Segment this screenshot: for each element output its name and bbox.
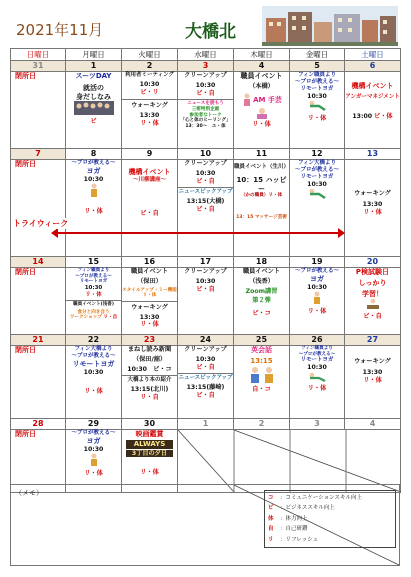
event-title: クリーンアップ — [184, 346, 227, 353]
event-line: 身だしなみ — [76, 92, 111, 101]
event-title: ニュースピックアップ — [178, 375, 233, 382]
weekday-sat: 土曜日 — [345, 49, 401, 61]
date-number: 21 — [11, 335, 65, 345]
event-cell — [290, 72, 344, 138]
event-time: 13:15 — [250, 356, 273, 365]
category-tag: リ・体 — [252, 121, 271, 129]
event-cell — [122, 168, 177, 234]
calendar-month-title: 2021年11月 — [16, 21, 104, 39]
event-title: 映画鑑賞 — [135, 430, 164, 438]
person-illustration — [241, 93, 253, 107]
event-cell — [345, 358, 400, 418]
event-time: 10:30 — [195, 81, 216, 89]
event-title: クリーンアップ — [184, 72, 227, 79]
event-line: リモートヨガ — [72, 359, 115, 368]
week-2-dates — [11, 149, 401, 160]
date-number: 10 — [199, 149, 212, 158]
weekday-sun: 日曜日 — [11, 49, 66, 61]
sewing-illustration — [253, 107, 271, 119]
event-line: （本橋） — [249, 82, 274, 90]
event-cell — [290, 268, 344, 334]
event-time: 10:30 — [83, 445, 104, 453]
week-1-events — [11, 72, 401, 149]
event-line: 食分と向き合う — [77, 309, 110, 315]
week-4-dates — [11, 335, 401, 346]
event-cell — [122, 346, 177, 406]
yoga-person-icon — [307, 372, 327, 382]
weekday-wed: 水曜日 — [178, 49, 234, 61]
date-number: 1 — [202, 419, 209, 428]
event-line: ～プロが教える～ — [294, 78, 339, 85]
event-line: 10：15 ハッピー — [236, 175, 287, 193]
event-line: ～プロが教える～ — [294, 268, 339, 274]
event-line: 参加者なトーク — [189, 112, 222, 118]
event-line: 学習！ — [362, 289, 383, 298]
event-title: フィン職員より — [297, 72, 337, 78]
yoga-person-icon — [86, 183, 102, 199]
event-time: 10:30 — [307, 283, 327, 291]
date-number: 4 — [234, 61, 289, 71]
legend-item: 自 ：自己研鑽 — [268, 526, 308, 533]
weekday-mon: 月曜日 — [66, 49, 122, 61]
category-tag: リ・体 — [307, 115, 327, 123]
event-line: ～プロが教える～ — [71, 352, 116, 359]
event-cell — [122, 430, 177, 492]
event-line: スタイルアップ・ミー機能 リ・体 — [122, 287, 182, 299]
date-number: 27 — [345, 335, 400, 345]
event-title: ウォーキング — [131, 303, 168, 311]
date-number: 14 — [11, 257, 65, 267]
studying-person-icon — [365, 298, 381, 310]
event-line: ALWAYS — [126, 440, 173, 449]
event-line: AM 手芸 — [253, 95, 282, 104]
event-line: （保田） — [137, 277, 162, 285]
date-number: 23 — [122, 335, 177, 345]
event-title: ウォーキング — [354, 190, 391, 197]
event-time: 13:30 — [139, 112, 160, 120]
event-title: P検試験日 — [355, 268, 390, 276]
category-tag: 自・コ — [252, 386, 271, 394]
date-number: 30 — [143, 419, 156, 428]
event-cell — [345, 82, 400, 148]
try-week-banner: トライウィーク — [13, 219, 69, 228]
category-tag: リ・体 — [85, 292, 102, 299]
category-tag: リ・体 — [363, 376, 382, 384]
event-time: 10:30 — [195, 355, 216, 363]
date-number: 4 — [369, 419, 376, 428]
date-number: 9 — [146, 149, 153, 158]
date-number: 1 — [66, 61, 121, 71]
date-number: 5 — [290, 61, 344, 71]
closed-day-label: 閉所日 — [15, 72, 36, 80]
date-number: 11 — [255, 149, 268, 158]
event-time: 10:30 ビ・コ — [127, 365, 172, 373]
category-tag: リ・体 — [140, 469, 159, 477]
weekday-header-row — [11, 49, 401, 61]
event-title: 職員イベント — [130, 268, 169, 275]
event-title: ウォーキング — [354, 358, 391, 365]
date-number: 26 — [290, 335, 344, 345]
date-number: 31 — [11, 61, 65, 71]
category-tag: リ・体 — [140, 321, 159, 329]
category-tag: ビ・自 — [196, 205, 215, 213]
weekday-fri: 金曜日 — [290, 49, 345, 61]
event-line: 3丁目の夕日 — [126, 450, 173, 458]
date-number: 2 — [122, 61, 177, 71]
event-title: ウォーキング — [131, 102, 168, 110]
category-tag: リ・自 — [103, 315, 118, 321]
week-3-dates — [11, 257, 401, 268]
arrow-right-head-icon — [338, 228, 345, 238]
category-tag: リ・体 — [84, 388, 103, 396]
event-cell — [234, 268, 289, 334]
office-name: 大橋北 — [185, 22, 236, 42]
date-number: 24 — [178, 335, 233, 345]
category-tag: ビ・自 — [196, 391, 215, 399]
yoga-person-icon — [86, 453, 102, 467]
legend-item: ビ ：ビジネススキル向上 — [268, 505, 335, 512]
event-time: 13:00 — [352, 112, 373, 120]
event-title: ヨガ — [86, 166, 101, 175]
date-number: 3 — [314, 419, 320, 428]
date-number: 3 — [178, 61, 233, 71]
category-tag: リ・体 — [84, 208, 103, 216]
category-tag: ビ・自 — [196, 177, 215, 185]
event-title: 職員イベント — [242, 268, 281, 275]
event-line: ～プロが教える～ — [71, 160, 116, 166]
event-line: 13：15 マッサージ芸術 — [236, 215, 287, 221]
date-number: 15 — [87, 257, 100, 266]
event-line: 三密特別企画 — [191, 106, 220, 112]
memo-section — [10, 484, 400, 566]
week-5-dates — [11, 419, 401, 430]
event-cell — [66, 346, 121, 406]
event-time: 13:30 — [362, 200, 383, 208]
town-skyline-illustration — [262, 6, 398, 46]
event-title: フィン大橋より — [74, 346, 113, 352]
event-title: 機構イベント — [351, 82, 394, 90]
event-line: 13：30～ ユ・体 — [185, 124, 226, 130]
event-cell — [345, 190, 400, 256]
yoga-person-icon — [309, 291, 325, 305]
event-title: フィン職員より — [77, 268, 110, 273]
date-number: 28 — [32, 419, 44, 428]
yoga-person-icon — [307, 100, 327, 112]
closed-day-label: 閉所日 — [15, 268, 36, 276]
date-number: 2 — [258, 419, 265, 428]
event-title: フィン職員より — [301, 346, 333, 351]
event-line: ～川柳講座～ — [132, 176, 166, 183]
event-title: ヨガ — [310, 274, 324, 283]
event-line: 就活の — [83, 83, 104, 92]
yoga-person-icon — [307, 188, 327, 200]
event-line: Zoom講習 — [245, 287, 278, 295]
event-cell — [290, 160, 344, 226]
weekday-tue: 火曜日 — [122, 49, 178, 61]
date-number: 17 — [199, 257, 212, 266]
event-time: 10:30 — [195, 277, 216, 285]
event-cell — [234, 346, 289, 406]
date-number: 8 — [90, 149, 97, 158]
event-cell — [178, 72, 233, 138]
category-tag: ビ・自 — [196, 89, 215, 97]
event-title: まねし読み新聞 — [127, 346, 172, 353]
event-time: 10:30 — [195, 169, 216, 177]
date-number: 12 — [311, 149, 323, 158]
event-time: 13:15(藤崎) — [186, 384, 225, 392]
event-title: クリーンアップ — [184, 268, 227, 275]
event-cell — [290, 346, 344, 406]
event-cell — [345, 268, 400, 334]
event-line: （保田/舘） — [132, 355, 167, 363]
date-number: 16 — [143, 257, 156, 266]
event-title: 職員イベント — [240, 72, 283, 80]
event-line: （浅香） — [249, 277, 274, 285]
week-1-dates — [11, 61, 401, 72]
group-photo-image — [74, 101, 114, 115]
event-line: ワークショップ — [69, 315, 102, 321]
category-tag: リ・体 — [307, 384, 327, 392]
date-number: 6 — [345, 61, 400, 71]
event-title: 大橋より本の紹介 — [127, 377, 172, 384]
event-title: ニュースピックアップ — [178, 189, 233, 196]
legend-item: リ ：リフレッシュ — [268, 536, 319, 543]
arrow-left-head-icon — [51, 228, 58, 238]
event-cell — [178, 346, 233, 406]
event-line: ～プロが教える～ — [71, 430, 116, 436]
event-line: リモートヨガ — [300, 85, 334, 92]
event-cell — [122, 268, 182, 334]
week-3-events — [11, 268, 401, 335]
event-cell — [178, 160, 233, 226]
empty-cells-area — [178, 430, 400, 492]
event-cell — [122, 72, 177, 138]
event-cell — [234, 164, 289, 230]
event-title: 利用者ミーティング — [125, 72, 174, 78]
date-number: 25 — [234, 335, 289, 345]
date-number: 19 — [311, 257, 323, 266]
event-line: 「心と体のヒーリング」 — [180, 118, 231, 124]
event-title: 機構イベント — [128, 168, 171, 176]
event-time: 10:30 — [83, 368, 104, 376]
event-cell — [66, 430, 121, 492]
event-time: 10:30 — [139, 80, 160, 88]
category-tag: リ・自 — [140, 393, 159, 401]
date-number: 29 — [87, 419, 100, 428]
event-title: 職員イベント(浅香) — [73, 301, 114, 307]
date-number: 18 — [255, 257, 268, 266]
closed-day-label: 閉所日 — [15, 430, 36, 438]
event-title: フィン大橋より — [297, 160, 337, 166]
event-line: リモートヨガ — [300, 173, 334, 180]
event-time: 13:15(大橋) — [186, 198, 225, 206]
week-4-events — [11, 346, 401, 419]
category-tag: ビ・リ — [140, 88, 159, 96]
monthly-calendar — [10, 48, 401, 493]
event-title: 英会話 — [251, 346, 272, 354]
closed-day-label: 閉所日 — [15, 160, 36, 168]
event-title: スーツDAY — [75, 72, 112, 80]
event-time: 10:30 — [307, 92, 327, 100]
category-tag: リ・体 — [84, 470, 103, 478]
event-cell — [234, 72, 289, 138]
week-2-events — [11, 160, 401, 257]
event-line: しっかり — [358, 278, 387, 287]
event-line: ニュースを読もう — [187, 101, 224, 107]
conversation-people-illustration — [247, 366, 277, 384]
category-tag: ビ・自 — [196, 363, 215, 371]
category-tag: ビ・自 — [196, 285, 215, 293]
event-line: ～プロが教える～ — [294, 166, 339, 173]
category-tag: ビ・コ — [252, 310, 271, 317]
legend-item: コ ：コミュニケーションスキル向上 — [268, 495, 362, 501]
event-line: ～プロが教える～ — [75, 273, 112, 279]
date-number: 7 — [11, 149, 65, 159]
date-number: 22 — [66, 335, 121, 345]
memo-label: （メモ） — [15, 489, 43, 497]
category-tag: リ・体 — [140, 119, 159, 127]
event-time: 10:30 — [307, 180, 327, 188]
event-time: 13:15(北川) — [130, 386, 169, 394]
event-line: 第２弾 — [252, 297, 271, 305]
category-legend — [264, 490, 396, 548]
diagonal-strike-lines — [178, 430, 401, 492]
event-title: クリーンアップ — [184, 160, 227, 167]
event-time: 10:30 — [83, 175, 104, 183]
try-week-arrow — [55, 232, 340, 234]
event-line: リモートヨガ — [300, 357, 334, 364]
event-cell — [66, 160, 121, 226]
legend-item: 体 ：体力向上 — [268, 515, 308, 522]
event-title: 職員イベント（生川） — [234, 164, 290, 170]
weekday-thu: 木曜日 — [234, 49, 290, 61]
event-line: アンガーマネジメント — [345, 93, 400, 100]
date-number: 13 — [366, 149, 379, 158]
category-tag: ビ・自 — [363, 313, 382, 320]
event-time: 10:30 — [84, 285, 103, 292]
category-tag: リ・体 — [363, 208, 382, 216]
event-cell — [178, 268, 233, 334]
event-line: リモートヨガ — [79, 279, 108, 285]
event-line: （かの職員）リ・体 — [240, 193, 283, 199]
category-tag: ビ — [90, 118, 97, 125]
closed-day-label: 閉所日 — [15, 346, 36, 354]
date-number: 20 — [366, 257, 379, 266]
event-time: 13:30 — [139, 313, 160, 321]
event-title: ヨガ — [86, 436, 101, 445]
category-tag: リ・体 — [307, 308, 327, 316]
event-time: 10:30 — [307, 364, 327, 372]
event-time: 13:30 — [362, 368, 383, 376]
event-cell — [66, 72, 121, 138]
event-line: ～プロが教える～ — [298, 351, 336, 357]
event-cell — [66, 268, 121, 334]
category-tag: ビ・自 — [140, 209, 159, 217]
category-tag: ビ・体 — [374, 112, 393, 120]
